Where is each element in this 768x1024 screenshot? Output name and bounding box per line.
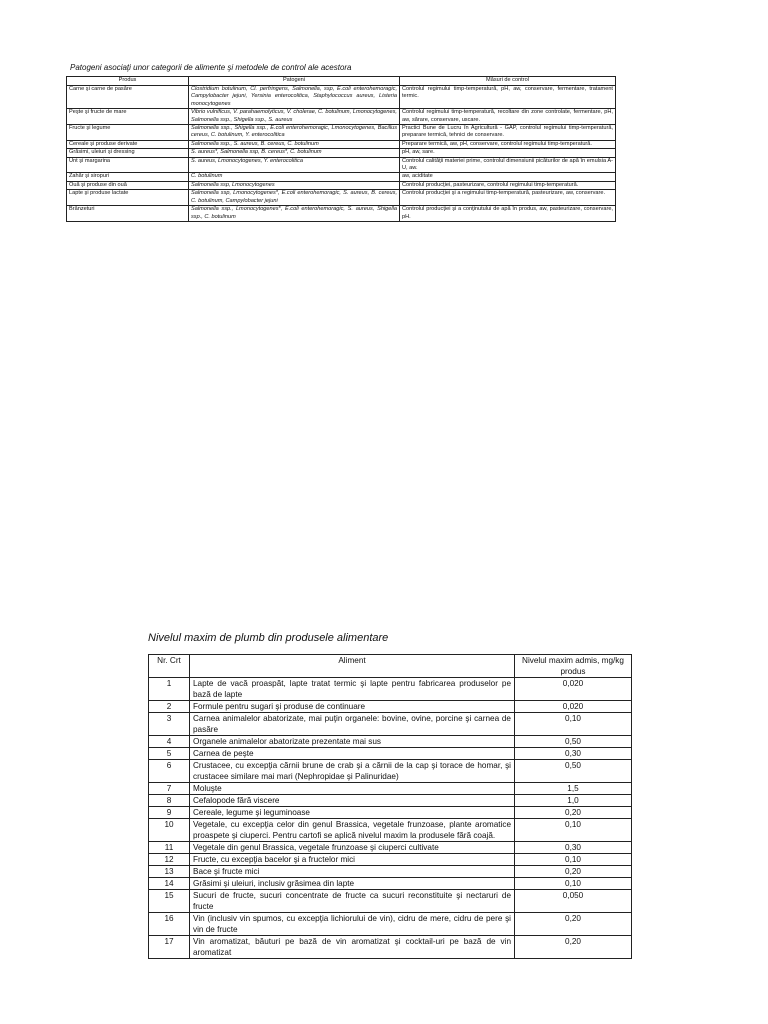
table1-cell-produs: Brânzeturi xyxy=(67,206,189,222)
table1-cell-patogeni: Salmonella ssp., Shigella ssp., E.coli enterohemoragic, Lmonocytogenes, Bacillus cereus, C. botulinum, Y. enterocolitica xyxy=(189,125,400,141)
table1-cell-produs: Unt şi margarina xyxy=(67,157,189,173)
table2-cell-aliment: Cefalopode fără viscere xyxy=(190,795,515,807)
table2-cell-nr: 1 xyxy=(149,678,190,701)
table1-cell-patogeni: Vibrio vulnificus, V. parahaemolyticus, V. cholerae, C. botulinum, Lmonocytogenes, Salmonella ssp., Shigella ssp., S. aureus xyxy=(189,109,400,125)
table2-cell-nr: 13 xyxy=(149,866,190,878)
table1-row xyxy=(67,109,616,125)
table2-cell-nivel: 0,50 xyxy=(515,736,632,748)
table2-cell-nivel: 0,30 xyxy=(515,842,632,854)
table2-title: Nivelul maxim de plumb din produsele alimentare xyxy=(148,632,389,644)
table1-header-row xyxy=(67,77,616,86)
table2-cell-aliment: Moluşte xyxy=(190,783,515,795)
table2-row xyxy=(149,713,632,736)
table2-cell-nivel: 0,020 xyxy=(515,678,632,701)
table2-row xyxy=(149,760,632,783)
table2-cell-nr: 14 xyxy=(149,878,190,890)
table2-cell-aliment: Vegetale, cu excepţia celor din genul Brassica, vegetale frunzoase, plante aromatice proaspete şi ciuperci. Pentru cartofi se aplică nivelul maxim la produsele fără coajă. xyxy=(190,819,515,842)
table2-header-row xyxy=(149,655,632,678)
table2-cell-nr: 10 xyxy=(149,819,190,842)
table2-cell-aliment: Bace şi fructe mici xyxy=(190,866,515,878)
table1-cell-masuri: Controlul regimului timp-temperatură, recoltare din zone controlate, fermentare, pH, aw, sărare, conservare, uscare. xyxy=(400,109,616,125)
table2-cell-nr: 15 xyxy=(149,890,190,913)
table2-row xyxy=(149,878,632,890)
table1-header-patogeni: Patogeni xyxy=(189,77,400,86)
table2-cell-nr: 11 xyxy=(149,842,190,854)
table1-cell-produs: Cereale şi produse derivate xyxy=(67,140,189,148)
table1-row xyxy=(67,157,616,173)
table2-cell-aliment: Organele animalelor abatorizate prezentate mai sus xyxy=(190,736,515,748)
lead-levels-table xyxy=(148,654,632,959)
table2-header-aliment: Aliment xyxy=(190,655,515,678)
table2-row xyxy=(149,783,632,795)
table2-cell-nr: 7 xyxy=(149,783,190,795)
table2-cell-nivel: 0,10 xyxy=(515,819,632,842)
table2-cell-aliment: Formule pentru sugari şi produse de continuare xyxy=(190,701,515,713)
table1-row xyxy=(67,149,616,157)
table2-cell-nivel: 0,10 xyxy=(515,713,632,736)
table2-row xyxy=(149,913,632,936)
table1-row xyxy=(67,181,616,189)
table2-row xyxy=(149,936,632,959)
table2-cell-nr: 17 xyxy=(149,936,190,959)
table1-cell-patogeni: Salmonella ssp., Lmonocytogenes*, E.coli enterohemoragic, S. aureus, Shigella ssp., C. botulinum xyxy=(189,206,400,222)
table1-cell-patogeni: Clostridium botulinum, Cl. perfringens, Salmonella, ssp, E.coli enterohemoragic, Campylobacter jejuni, Yersinia enterocolitica, Staphylococcus aureus, Listeria monocytogenes xyxy=(189,86,400,109)
table2-cell-nivel: 0,20 xyxy=(515,913,632,936)
table1-row xyxy=(67,140,616,148)
table1-cell-masuri: Practici Bune de Lucru în Agricultură - GAP, controlul regimului timp-temperatură, preparare termică, tehnici de conservare. xyxy=(400,125,616,141)
table2-cell-nr: 9 xyxy=(149,807,190,819)
table1-row xyxy=(67,125,616,141)
table2-row xyxy=(149,795,632,807)
table1-cell-patogeni: C. botulinum xyxy=(189,173,400,181)
table1-cell-patogeni: Salmonella ssp, Lmonocytogenes xyxy=(189,181,400,189)
table2-cell-nr: 5 xyxy=(149,748,190,760)
table2-cell-nivel: 0,30 xyxy=(515,748,632,760)
table1-cell-patogeni: Salmonella ssp., S. aureus, B. cereus, C. botulinum xyxy=(189,140,400,148)
table1-row xyxy=(67,206,616,222)
table2-row xyxy=(149,842,632,854)
table1-row xyxy=(67,86,616,109)
table2-cell-nr: 6 xyxy=(149,760,190,783)
table2-cell-nivel: 0,50 xyxy=(515,760,632,783)
table1-cell-masuri: Controlul producţiei şi a conţinutului de apă în produs, aw, pasteurizare, conservare, pH. xyxy=(400,206,616,222)
table2-row xyxy=(149,807,632,819)
table2-cell-nivel: 0,20 xyxy=(515,866,632,878)
table2-cell-aliment: Vin (inclusiv vin spumos, cu excepţia lichiorului de vin), cidru de mere, cidru de pere şi vin de fructe xyxy=(190,913,515,936)
table2-cell-nr: 12 xyxy=(149,854,190,866)
table1-cell-produs: Fructe şi legume xyxy=(67,125,189,141)
table1-cell-produs: Grăsimi, uleiuri şi dressing xyxy=(67,149,189,157)
table2-cell-aliment: Crustacee, cu excepţia cărnii brune de crab şi a cărnii de la cap şi torace de homar, şi crustacee similare mai mari (Nephropidae şi Palinuridae) xyxy=(190,760,515,783)
table1-cell-produs: Lapte şi produse lactate xyxy=(67,190,189,206)
table2-cell-nivel: 1,5 xyxy=(515,783,632,795)
table2-row xyxy=(149,701,632,713)
table2-cell-aliment: Fructe, cu excepţia bacelor şi a fructelor mici xyxy=(190,854,515,866)
table2-cell-nr: 4 xyxy=(149,736,190,748)
table1-cell-patogeni: Salmonella ssp, Lmonocytogenes*, E.coli enterohemoragic, S. aureus, B. cereus, C. botulinum, Campylobacter jejuni xyxy=(189,190,400,206)
table1-cell-masuri: pH, aw, sare. xyxy=(400,149,616,157)
table1-cell-produs: Peşte şi fructe de mare xyxy=(67,109,189,125)
table1-cell-masuri: Controlul regimului timp-temperatură, pH, aw, conservare, fermentare, tratament termic. xyxy=(400,86,616,109)
table2-cell-nivel: 0,10 xyxy=(515,854,632,866)
table2-cell-aliment: Carnea animalelor abatorizate, mai puţin organele: bovine, ovine, porcine şi carnea de pasăre xyxy=(190,713,515,736)
table2-cell-nivel: 0,20 xyxy=(515,936,632,959)
table1-cell-masuri: aw, aciditate xyxy=(400,173,616,181)
table1-cell-masuri: Controlul producţiei şi a regimului timp-temperatură, pasteurizare, aw, conservare. xyxy=(400,190,616,206)
table1-row xyxy=(67,190,616,206)
table2-cell-nr: 8 xyxy=(149,795,190,807)
table2-cell-aliment: Vin aromatizat, băuturi pe bază de vin aromatizat şi cocktail-uri pe bază de vin aromatizat xyxy=(190,936,515,959)
table2-cell-nr: 16 xyxy=(149,913,190,936)
table1-cell-masuri: Preparare termică, aw, pH, conservare, controlul regimului timp-temperatură. xyxy=(400,140,616,148)
table2-cell-aliment: Carnea de peşte xyxy=(190,748,515,760)
table2-cell-aliment: Lapte de vacă proaspăt, lapte tratat termic şi lapte pentru fabricarea produselor pe bază de lapte xyxy=(190,678,515,701)
table1-cell-masuri: Controlul calităţii materiei prime, controlul dimensiunii picăturilor de apă în emulsia A-U, aw. xyxy=(400,157,616,173)
pathogens-table xyxy=(66,76,616,222)
table2-cell-aliment: Sucuri de fructe, sucuri concentrate de fructe ca sucuri reconstituite şi nectaruri de fructe xyxy=(190,890,515,913)
table2-row xyxy=(149,748,632,760)
table1-cell-patogeni: S. aureus, Lmonocytogenes, Y. enterocolitica xyxy=(189,157,400,173)
table2-cell-nr: 3 xyxy=(149,713,190,736)
table1-cell-patogeni: S. aureus*, Salmonella ssp, B. cereus*, C. botulinum xyxy=(189,149,400,157)
table2-row xyxy=(149,736,632,748)
table2-cell-aliment: Cereale, legume şi leguminoase xyxy=(190,807,515,819)
table2-row xyxy=(149,866,632,878)
table2-cell-aliment: Grăsimi şi uleiuri, inclusiv grăsimea din lapte xyxy=(190,878,515,890)
table2-cell-nr: 2 xyxy=(149,701,190,713)
table2-cell-nivel: 0,10 xyxy=(515,878,632,890)
table1-cell-produs: Ouă şi produse din ouă xyxy=(67,181,189,189)
table1-row xyxy=(67,173,616,181)
table2-cell-nivel: 1,0 xyxy=(515,795,632,807)
table1-header-masuri: Măsuri de control xyxy=(400,77,616,86)
table1-cell-produs: Zahăr şi siropuri xyxy=(67,173,189,181)
table2-row xyxy=(149,890,632,913)
table2-header-nivel: Nivelul maxim admis, mg/kg produs xyxy=(515,655,632,678)
table2-cell-aliment: Vegetale din genul Brassica, vegetale frunzoase şi ciuperci cultivate xyxy=(190,842,515,854)
table1-title: Patogeni asociaţi unor categorii de alimente şi metodele de control ale acestora xyxy=(70,63,352,72)
table2-cell-nivel: 0,020 xyxy=(515,701,632,713)
table1-cell-produs: Carne şi carne de pasăre xyxy=(67,86,189,109)
table1-cell-masuri: Controlul producţiei, pasteurizare, controlul regimului timp-temperatură. xyxy=(400,181,616,189)
table2-header-nr: Nr. Crt xyxy=(149,655,190,678)
table2-row xyxy=(149,854,632,866)
table2-row xyxy=(149,819,632,842)
table1-header-produs: Produs xyxy=(67,77,189,86)
table2-row xyxy=(149,678,632,701)
table2-cell-nivel: 0,050 xyxy=(515,890,632,913)
table2-cell-nivel: 0,20 xyxy=(515,807,632,819)
